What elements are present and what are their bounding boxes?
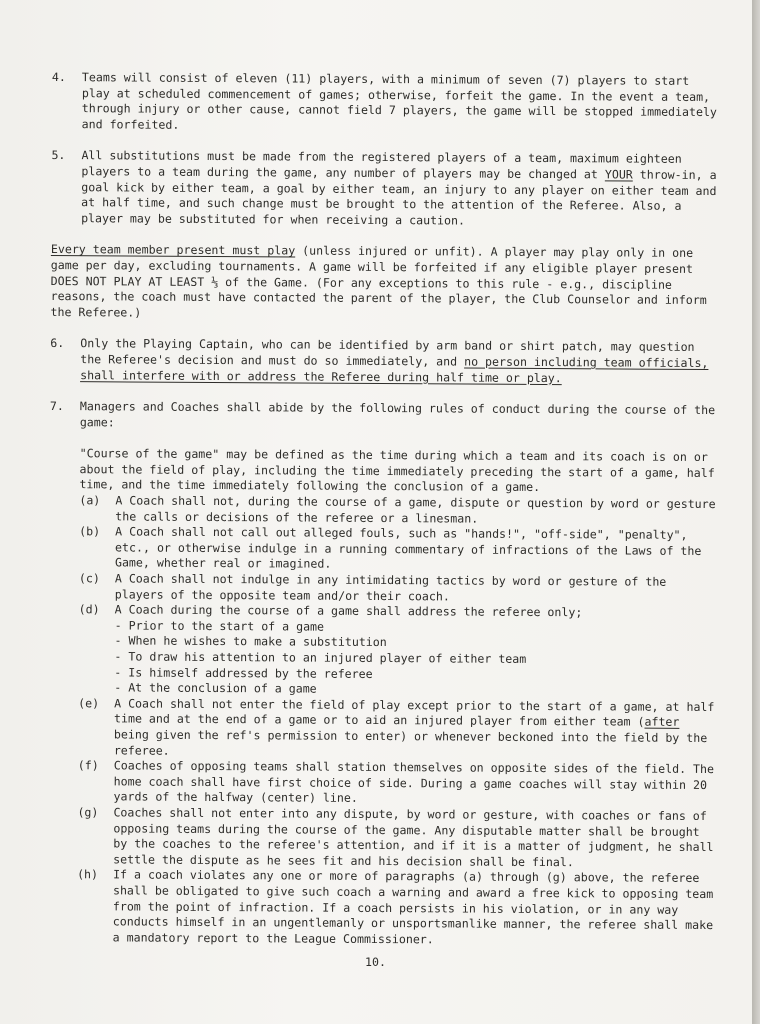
rule-text: Teams will consist of eleven (11) players, with a minimum of seven (7) players to start play at scheduled commencement of games; otherwise, forfeit the game. In the event a team, through injury or other cause, cannot field 7 players, the game will be stopped immediately and forfeited. [81,70,717,132]
subrule-text: A Coach during the course of a game shall address the referee only; [114,602,583,620]
subrule-e [78,696,720,762]
underlined-text: no person including team officials, shall interfere with or address the Referee during half time or play. [80,354,709,385]
underlined-text: YOUR [604,167,633,182]
rule-text-part: All substitutions must be made from the registered players of a team, maximum eighteen players to a team during the game, any number of players may be changed at [81,148,682,182]
subrule-label: (c) [78,571,100,586]
rule-text: Managers and Coaches shall abide by the following rules of conduct during the course of the game: [79,399,716,430]
list-item: - Is himself addressed by the referee [114,665,720,684]
subrule-label: (a) [79,493,101,508]
subrule-d [78,602,721,699]
subrule-f [78,758,720,809]
subrule-label: (b) [79,524,101,539]
rule-number: 5. [51,148,66,163]
subrule-label: (e) [78,695,100,711]
list-item: - Prior to the start of a game [115,618,721,637]
rule-7 [47,399,722,949]
document-body [47,70,724,949]
subrule-label: (f) [77,758,99,773]
subrule-text: being given the ref's permission to enter) or whenever beckoned into the field by the referee. [113,727,708,758]
underlined-text: Every team member present must play [50,242,296,258]
subrule-text: A Coach shall not enter the field of play except prior to the start of a game, at half time and at the end of a game or to aid an injured player from either team ( [113,696,715,730]
subrule-a [79,493,721,528]
subrule-label: (d) [78,602,100,617]
subrule-label: (g) [77,805,99,820]
rule-text [80,336,722,387]
rule-text-part: throw-in, a goal kick by either team, a goal by either team, an injury to any player on either team and at half time, and such change must be brought to the attention of the Referee. Also, a player may be substituted for when receiving a caution. [81,167,717,228]
rule-number: 7. [49,399,64,414]
rule-6 [50,336,722,387]
list-item: - To draw his attention to an injured player of either team [114,649,720,668]
subrule-text: A Coach shall not indulge in any intimidating tactics by word or gesture of the players of the opposite team and/or their coach. [114,571,667,604]
address-occasions-list [114,618,720,700]
rule-number: 6. [50,336,65,351]
list-item: - At the conclusion of a game [114,681,720,700]
every-member-rule [50,242,722,324]
underlined-text: after [644,715,680,730]
course-definition: "Course of the game" may be defined as the time during which a team and its coach is on or about the field of play, including the time immediately preceding the start of a game, half time, and the time immediately following the conclusion of a game. [79,446,715,495]
subrule-b [79,524,721,575]
rule-5 [51,148,723,230]
rule-text-part: (unless injured or unfit). A player may play only in one game per day, excluding tournaments. A game will be forfeited if any eligible player present DOES NOT PLAY AT LEAST ⅓ of the Game. (For any exceptions to this rule - e.g., discipline reasons, the coach must have contacted the parent of the player, the Club Counselor and inform the Referee.) [50,243,707,320]
subrule-text: A Coach shall not call out alleged fouls, such as "hands!", "off-side", "penalty", etc., or otherwise indulge in a running commentary of infractions of the Laws of the Game, whether real or imagined. [114,524,702,572]
rule-text [81,149,723,231]
page-number: 10. [365,955,386,969]
subrule-text: A Coach shall not, during the course of a game, dispute or question by word or gesture the calls or decisions of the referee or a linesman. [115,493,716,526]
subrule-text: Coaches of opposing teams shall station themselves on opposite sides of the field. The home coach shall have first choice of side. During a game coaches will stay within 20 yards of the halfway (center) line. [113,758,715,806]
rule-number: 4. [51,70,66,85]
rule-4 [52,70,724,136]
subrule-c [79,571,721,606]
subrule-text: Coaches shall not enter into any dispute, by word or gesture, with coaches or fans of opposing teams during the course of the game. Any disputable matter shall be brought by the coaches to the referee's attention, and if it is a matter of judgment, he shall settle the dispute as he sees fit and his decision shall be final. [113,805,714,869]
subrule-g [77,805,719,871]
subrule-h [77,867,719,949]
subrule-label: (h) [77,867,99,882]
rule-text-part: Only the Playing Captain, who can be identified by arm band or shirt patch, may question the Referee's decision and must do so immediately, and [80,336,695,369]
list-item: - When he wishes to make a substitution [114,634,720,653]
subrule-text: If a coach violates any one or more of paragraphs (a) through (g) above, the referee shall be obligated to give such coach a warning and award a free kick to opposing team from the point of infraction. If a coach persists in his violation, or in any way conducts himself in an ungentlemanly or unsportsmanlike manner, the referee shall make a mandatory report to the League Commissioner. [112,867,714,947]
